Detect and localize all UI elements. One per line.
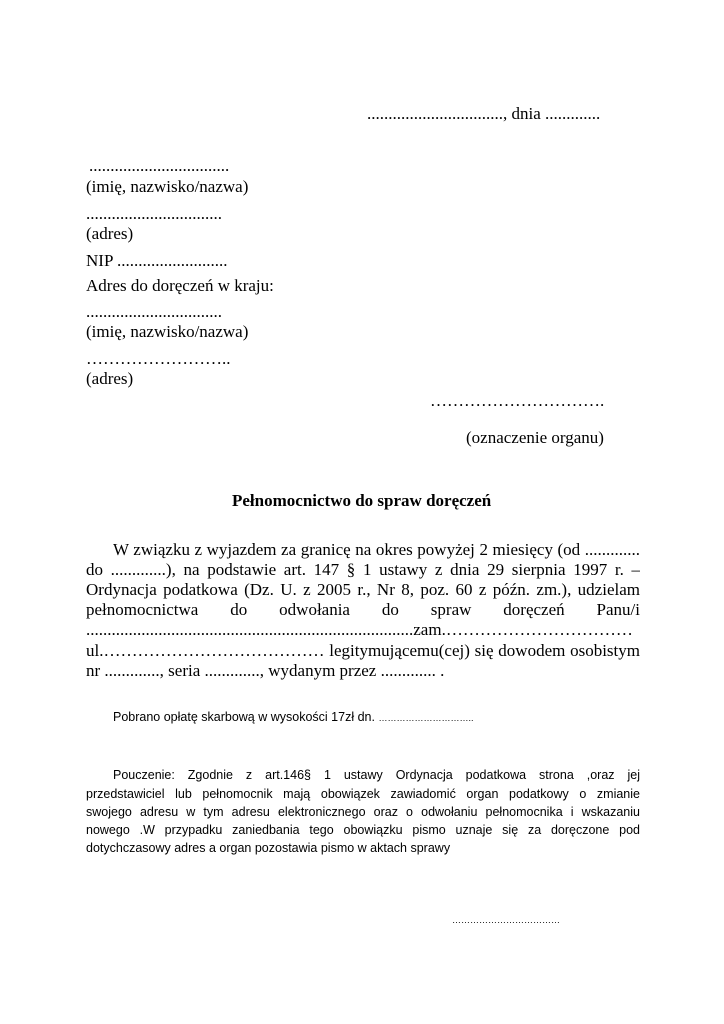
document-title: Pełnomocnictwo do spraw doręczeń	[232, 491, 492, 510]
domestic-address-heading: Adres do doręczeń w kraju:	[86, 276, 274, 295]
notice-line: przedstawiciel lub pełnomocnik mają obowiązek zawiadomić organ podatkowy o zmianie	[86, 787, 640, 801]
body-line: .............................................................................zam.……………………………	[86, 620, 633, 639]
sender-name-dots: .................................	[89, 156, 230, 175]
notice-line: Pouczenie: Zgodnie z art.146§ 1 ustawy Ordynacja podatkowa strona ,oraz jej	[113, 768, 640, 782]
body-line: do .............), na podstawie art. 147 § 1 ustawy z dnia 29 sierpnia 1997 r. –	[86, 560, 640, 579]
notice-line: dotychczasowy adres a organ pozostawia pismo w aktach sprawy	[86, 841, 451, 855]
sender-name-label: (imię, nazwisko/nazwa)	[86, 177, 249, 196]
body-line: W związku z wyjazdem za granicę na okres powyżej 2 miesięcy (od .............	[113, 540, 640, 559]
organ-dots: ………………………….	[430, 391, 605, 410]
domestic-name-label: (imię, nazwisko/nazwa)	[86, 322, 249, 341]
body-line: ul.………………………………… legitymującemu(cej) się dowodem osobistym	[86, 641, 640, 660]
domestic-address-dots: ……………………..	[86, 349, 231, 368]
notice-line: swojego adresu w tym adresu elektronicznego oraz o odwołaniu pełnomocnika i wskazaniu	[86, 805, 640, 819]
domestic-address-label: (adres)	[86, 369, 134, 388]
domestic-name-dots: ................................	[86, 302, 222, 321]
fee-text: Pobrano opłatę skarbową w wysokości 17zł dn.	[113, 710, 375, 724]
sender-address-label: (adres)	[86, 224, 134, 243]
fee-dots: …………………………..	[378, 713, 474, 723]
nip-line: NIP ..........................	[86, 251, 228, 270]
place-date-line: ................................, dnia .............	[367, 104, 601, 123]
body-line: pełnomocnictwa do odwołania do spraw doręczeń Panu/i	[86, 600, 640, 619]
fee-line	[113, 708, 473, 728]
sender-address-dots: ................................	[86, 204, 222, 223]
body-line: Ordynacja podatkowa (Dz. U. z 2005 r., Nr 8, poz. 60 z późn. zm.), udzielam	[86, 580, 640, 599]
signature-dots: ………………………………	[452, 915, 560, 925]
organ-label: (oznaczenie organu)	[466, 428, 604, 447]
body-line: nr ............., seria ............., wydanym przez ............. .	[86, 661, 445, 680]
notice-line: nowego .W przypadku zaniedbania tego obowiązku pismo uznaje się za doręczone pod	[86, 823, 640, 837]
